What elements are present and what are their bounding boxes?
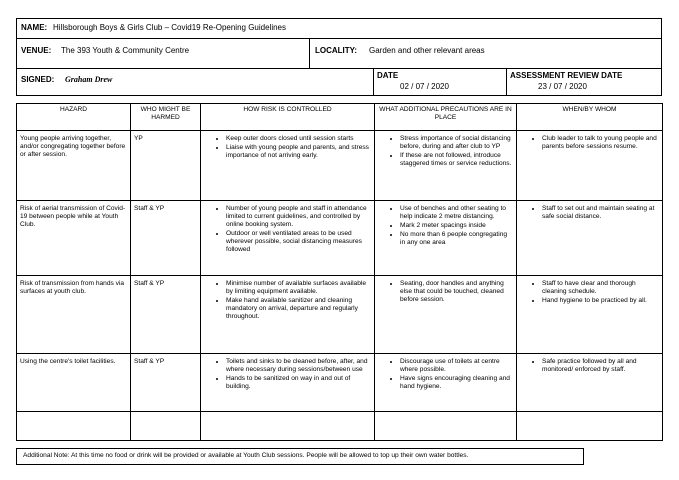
locality-value: Garden and other relevant areas bbox=[369, 46, 485, 55]
precautions-cell bbox=[375, 201, 517, 276]
list-item: • Mark 2 meter spacings inside bbox=[400, 222, 513, 230]
table-row bbox=[17, 354, 663, 412]
controls-cell bbox=[201, 276, 375, 354]
hazard-cell: Young people arriving together, and/or congregating together before or after session. bbox=[17, 131, 131, 201]
name-row bbox=[17, 19, 661, 39]
list-item: • Hand hygiene to be practiced by all. bbox=[542, 297, 659, 305]
venue-value: The 393 Youth & Community Centre bbox=[61, 46, 190, 55]
name-label: NAME: bbox=[21, 23, 48, 32]
list-item: • Hands to be sanitized on way in and out of building. bbox=[226, 375, 371, 391]
controls-cell bbox=[201, 201, 375, 276]
precautions-cell bbox=[375, 354, 517, 412]
table-row bbox=[17, 131, 663, 201]
column-header-who: WHO MIGHT BE HARMED bbox=[131, 104, 201, 131]
when-cell bbox=[517, 131, 663, 201]
hazard-cell: Using the centre's toilet facilities. bbox=[17, 354, 131, 412]
list-item: • Liaise with young people and parents, and stress importance of not arriving early. bbox=[226, 144, 371, 160]
list-item: • Minimise number of available surfaces available by limiting equipment available. bbox=[226, 280, 371, 296]
signature: Graham Drew bbox=[65, 75, 113, 84]
list-item: • Discourage use of toilets at centre where possible. bbox=[400, 358, 513, 374]
name-value: Hillsborough Boys & Girls Club – Covid19 Re-Opening Guidelines bbox=[53, 23, 287, 32]
review-date-value: 23 / 07 / 2020 bbox=[538, 82, 587, 91]
list-item: • Staff to set out and maintain seating at safe social distance. bbox=[542, 205, 659, 221]
list-item: • If these are not followed, introduce staggered times or service reductions. bbox=[400, 152, 513, 168]
table-row bbox=[17, 276, 663, 354]
list-item: • Safe practice followed by all and monitored/ enforced by staff. bbox=[542, 358, 659, 374]
list-item: • Use of benches and other seating to help indicate 2 metre distancing. bbox=[400, 205, 513, 221]
column-header-controls: HOW RISK IS CONTROLLED bbox=[201, 104, 375, 131]
list-item: • Outdoor or well ventilated areas to be used wherever possible, social distancing measures followed bbox=[226, 230, 371, 254]
who-cell: Staff & YP bbox=[131, 201, 201, 276]
date-value: 02 / 07 / 2020 bbox=[400, 82, 449, 91]
list-item: • Toilets and sinks to be cleaned before, after, and where necessary during sessions/between use bbox=[226, 358, 371, 374]
list-item: • Stress importance of social distancing before, during and after club to YP bbox=[400, 135, 513, 151]
when-cell bbox=[517, 276, 663, 354]
list-item: • No more than 6 people congregating in any one area bbox=[400, 231, 513, 247]
who-cell: YP bbox=[131, 131, 201, 201]
locality-label: LOCALITY: bbox=[315, 46, 358, 55]
list-item: • Seating, door handles and anything else that could be touched, cleaned before session. bbox=[400, 280, 513, 304]
risk-assessment-table bbox=[16, 103, 662, 436]
venue-label: VENUE: bbox=[21, 46, 52, 55]
when-cell bbox=[517, 201, 663, 276]
list-item: • Club leader to talk to young people and parents before sessions resume. bbox=[542, 135, 659, 151]
signed-label: SIGNED: bbox=[21, 75, 55, 84]
list-item: • Number of young people and staff in attendance limited to current guidelines, and controlled by online booking system. bbox=[226, 205, 371, 229]
precautions-cell bbox=[375, 131, 517, 201]
empty-table-row bbox=[17, 412, 663, 441]
hazard-cell: Risk of transmission from hands via surfaces at youth club. bbox=[17, 276, 131, 354]
list-item: • Keep outer doors closed until session starts bbox=[226, 135, 371, 143]
review-date-label: ASSESSMENT REVIEW DATE bbox=[510, 71, 623, 80]
column-header-when: WHEN/BY WHOM bbox=[517, 104, 663, 131]
controls-cell bbox=[201, 354, 375, 412]
table-header-row bbox=[17, 104, 663, 131]
who-cell: Staff & YP bbox=[131, 276, 201, 354]
controls-cell bbox=[201, 131, 375, 201]
signed-row bbox=[17, 69, 661, 95]
who-cell: Staff & YP bbox=[131, 354, 201, 412]
table-row bbox=[17, 201, 663, 276]
when-cell bbox=[517, 354, 663, 412]
venue-row bbox=[17, 39, 661, 69]
list-item: • Make hand available sanitizer and cleaning mandatory on arrival, departure and regularly throughout. bbox=[226, 297, 371, 321]
document-header bbox=[16, 18, 662, 96]
list-item: • Staff to have clear and thorough cleaning schedule. bbox=[542, 280, 659, 296]
column-header-precautions: WHAT ADDITIONAL PRECAUTIONS ARE IN PLACE bbox=[375, 104, 517, 131]
date-label: DATE bbox=[377, 71, 399, 80]
list-item: • Have signs encouraging cleaning and hand hygiene. bbox=[400, 375, 513, 391]
hazard-cell: Risk of aerial transmission of Covid-19 between people while at Youth Club. bbox=[17, 201, 131, 276]
additional-note: Additional Note: At this time no food or drink will be provided or available at Youth Club sessions. People will be allowed to top up their own water bottles. bbox=[16, 448, 584, 465]
precautions-cell bbox=[375, 276, 517, 354]
column-header-hazard: HAZARD bbox=[17, 104, 131, 131]
